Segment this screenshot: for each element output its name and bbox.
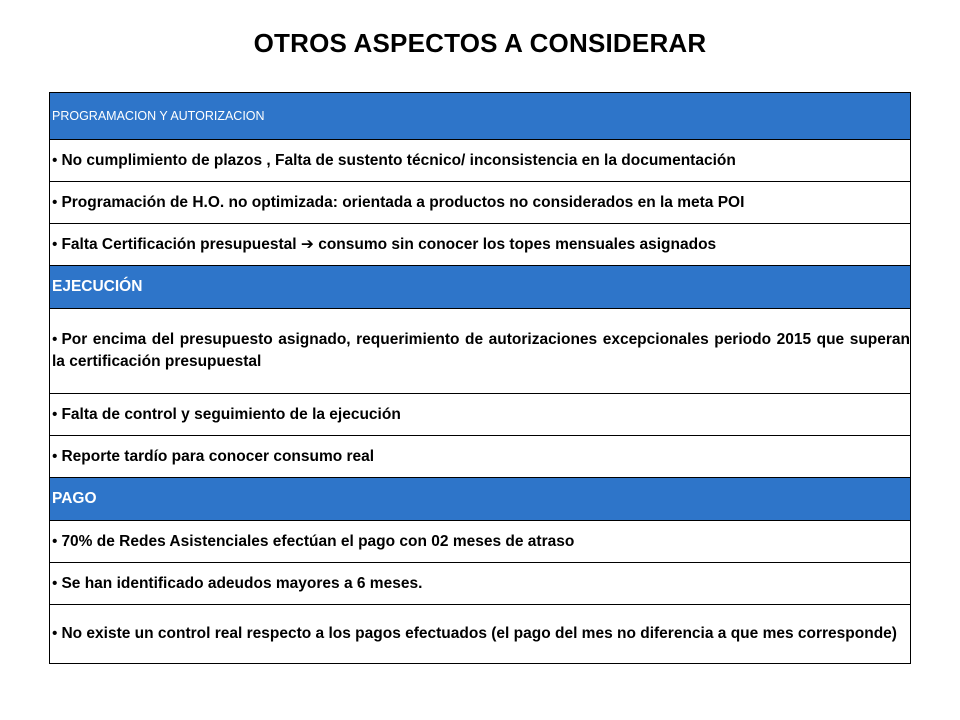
bullet-icon: •	[52, 331, 58, 348]
table-row	[50, 140, 911, 182]
section-header-label: EJECUCIÓN	[52, 278, 143, 295]
section-header-ejecucion	[50, 266, 911, 309]
table-row	[50, 436, 911, 478]
bullet-icon: •	[52, 447, 58, 465]
row-text: Por encima del presupuesto asignado, requerimiento de autorizaciones excepcionales periodo 2015 que superan la certificación presupuestal	[52, 331, 910, 370]
row-text: Reporte tardío para conocer consumo real	[61, 447, 375, 465]
row-text-before-arrow: Falta Certificación presupuestal	[61, 235, 301, 253]
bullet-icon: •	[52, 235, 58, 253]
row-text-after-arrow: consumo sin conocer los topes mensuales asignados	[313, 235, 717, 253]
section-header-label: PAGO	[52, 490, 97, 507]
bullet-icon: •	[52, 625, 58, 642]
section-header-label: PROGRAMACION Y AUTORIZACION	[52, 109, 265, 123]
considerations-table	[49, 92, 911, 664]
table-row	[50, 563, 911, 605]
row-text: Falta de control y seguimiento de la ejecución	[61, 405, 401, 423]
bullet-icon: •	[52, 151, 58, 169]
bullet-icon: •	[52, 532, 58, 550]
table-row	[50, 182, 911, 224]
table-row	[50, 309, 911, 394]
bullet-icon: •	[52, 193, 58, 211]
table-row	[50, 224, 911, 266]
row-text: No cumplimiento de plazos , Falta de sustento técnico/ inconsistencia en la documentación	[61, 151, 736, 169]
row-text: 70% de Redes Asistenciales efectúan el pago con 02 meses de atraso	[61, 532, 575, 550]
row-text: No existe un control real respecto a los pagos efectuados (el pago del mes no diferencia a que mes corresponde)	[61, 625, 897, 642]
table-row	[50, 394, 911, 436]
row-text: Se han identificado adeudos mayores a 6 meses.	[61, 574, 423, 592]
section-header-pago	[50, 478, 911, 521]
section-header-programacion	[50, 93, 911, 140]
table-row	[50, 521, 911, 563]
table-row	[50, 605, 911, 664]
row-text: Programación de H.O. no optimizada: orientada a productos no considerados en la meta POI	[61, 193, 745, 211]
bullet-icon: •	[52, 405, 58, 423]
page-title: OTROS ASPECTOS A CONSIDERAR	[253, 28, 707, 58]
arrow-right-icon: ➔	[300, 235, 314, 253]
bullet-icon: •	[52, 574, 58, 592]
